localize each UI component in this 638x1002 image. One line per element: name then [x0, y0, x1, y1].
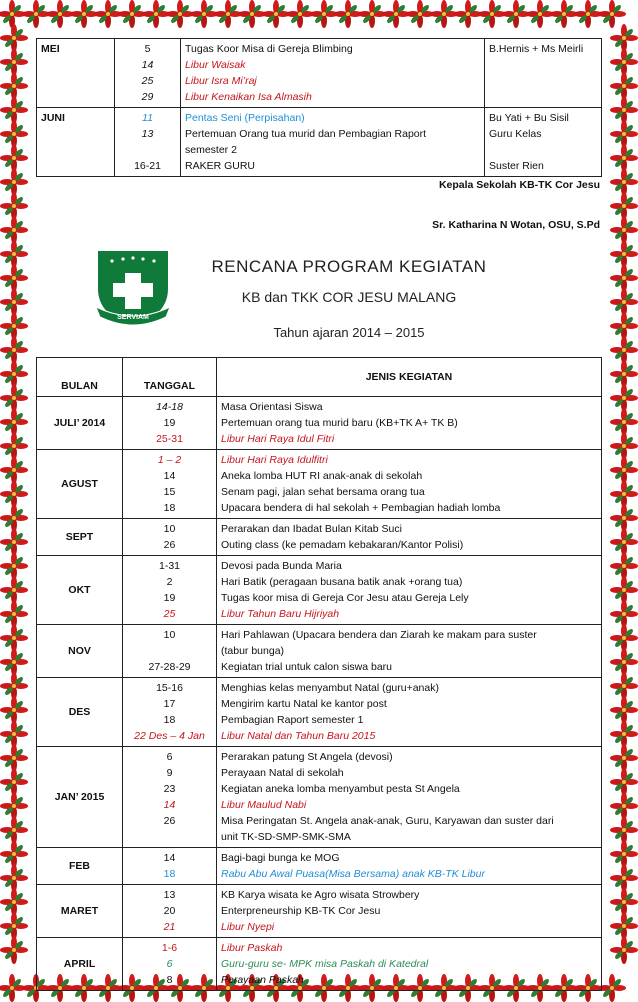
date-value: 16-21 — [134, 160, 161, 172]
activity-cell — [217, 450, 602, 519]
date-value: 17 — [163, 698, 176, 710]
activity-cell — [217, 519, 602, 556]
date-value: 10 — [163, 523, 176, 535]
month-cell: AGUST — [37, 450, 123, 519]
date-value: 15-16 — [156, 682, 183, 694]
activity-cell — [217, 938, 602, 991]
date-cell — [123, 450, 217, 519]
month-cell: JAN’ 2015 — [37, 747, 123, 848]
activity-item: Enterpreneurship KB-TK Cor Jesu — [221, 905, 381, 917]
date-value: 5 — [144, 43, 151, 55]
activity-cell — [181, 108, 485, 177]
activity-item: Pentas Seni (Perpisahan) — [185, 112, 305, 124]
activity-item: Libur Kenaikan Isa Almasih — [185, 91, 312, 103]
date-value: 14 — [163, 470, 176, 482]
date-cell — [115, 39, 181, 108]
logo-motto: SERVIAM — [117, 314, 149, 321]
date-cell — [123, 397, 217, 450]
month-cell: FEB — [37, 848, 123, 885]
activity-cell — [217, 625, 602, 678]
activity-item: Libur Paskah — [221, 942, 283, 954]
date-value: 6 — [166, 751, 173, 763]
table-row — [37, 848, 602, 885]
activity-item: Mengirim kartu Natal ke kantor post — [221, 698, 387, 710]
date-value: 25 — [141, 75, 154, 87]
activity-cell — [181, 39, 485, 108]
date-value: 13 — [141, 128, 154, 140]
person-in-charge — [489, 142, 597, 158]
person-in-charge: Bu Yati + Bu Sisil — [489, 112, 569, 124]
activity-item: Libur Tahun Baru Hijriyah — [221, 608, 340, 620]
date-value: 14 — [163, 852, 176, 864]
table-row — [37, 39, 602, 108]
activity-item: Outing class (ke pemadam kebakaran/Kantor Polisi) — [221, 539, 464, 551]
academic-year: Tahun ajaran 2014 – 2015 — [273, 325, 425, 340]
activity-item: Menghias kelas menyambut Natal (guru+anak) — [221, 682, 439, 694]
activity-item: Perayaan Natal di sekolah — [221, 767, 344, 779]
activity-item: Rabu Abu Awal Puasa(Misa Bersama) anak KB-TK Libur — [221, 868, 485, 880]
activity-cell — [217, 747, 602, 848]
date-value: 25-31 — [156, 433, 183, 445]
activity-cell — [217, 678, 602, 747]
activity-cell — [217, 848, 602, 885]
table-row — [37, 678, 602, 747]
person-in-charge-cell — [485, 39, 602, 108]
activity-item: unit TK-SD-SMP-SMK-SMA — [221, 831, 351, 843]
table-row — [37, 519, 602, 556]
date-value: 1-6 — [161, 942, 178, 954]
activity-item: (tabur bunga) — [221, 645, 285, 657]
activity-item: Aneka lomba HUT RI anak-anak di sekolah — [221, 470, 423, 482]
date-cell — [123, 885, 217, 938]
activity-item: Libur Natal dan Tahun Baru 2015 — [221, 730, 376, 742]
date-cell — [123, 519, 217, 556]
date-value: 1 – 2 — [157, 454, 182, 466]
activity-item: Devosi pada Bunda Maria — [221, 560, 342, 572]
date-value: 1-31 — [158, 560, 180, 572]
activity-item: Libur Hari Raya Idul Fitri — [221, 433, 335, 445]
date-value: 15 — [163, 486, 176, 498]
date-value: 6 — [166, 958, 173, 970]
date-value: 18 — [163, 502, 176, 514]
table-row — [37, 556, 602, 625]
date-value: 21 — [163, 921, 176, 933]
top-schedule-table — [36, 38, 602, 177]
month-cell: JUNI — [37, 108, 115, 177]
activity-cell — [217, 885, 602, 938]
person-in-charge: Guru Kelas — [489, 128, 542, 140]
month-cell: APRIL — [37, 938, 123, 991]
date-value: 2 — [166, 576, 173, 588]
activity-item: Misa Peringatan St. Angela anak-anak, Guru, Karyawan dan suster dari — [221, 815, 554, 827]
activity-cell — [217, 556, 602, 625]
activity-item: Tugas koor misa di Gereja Cor Jesu atau Gereja Lely — [221, 592, 469, 604]
person-in-charge-cell — [485, 108, 602, 177]
table-row — [37, 938, 602, 991]
activity-item: Libur Hari Raya Idulfitri — [221, 454, 328, 466]
activity-item: Tugas Koor Misa di Gereja Blimbing — [185, 43, 353, 55]
month-cell: OKT — [37, 556, 123, 625]
person-in-charge: B.Hernis + Ms Meirli — [489, 43, 584, 55]
document-header — [36, 237, 602, 357]
date-value: 23 — [163, 783, 176, 795]
activity-item: Libur Isra Mi’raj — [185, 75, 257, 87]
date-value: 14 — [141, 59, 154, 71]
activity-item: Hari Pahlawan (Upacara bendera dan Ziarah ke makam para suster — [221, 629, 537, 641]
signature-role: Kepala Sekolah KB-TK Cor Jesu — [438, 179, 600, 191]
date-value: 25 — [163, 608, 176, 620]
date-value: 22 Des – 4 Jan — [134, 730, 205, 742]
table-row — [37, 625, 602, 678]
date-value: 19 — [163, 592, 176, 604]
month-cell: SEPT — [37, 519, 123, 556]
activity-item: Masa Orientasi Siswa — [221, 401, 323, 413]
date-value: 9 — [166, 767, 173, 779]
date-value: 27-28-29 — [148, 661, 191, 673]
date-cell — [123, 747, 217, 848]
activity-item: Senam pagi, jalan sehat bersama orang tua — [221, 486, 425, 498]
date-value: 11 — [142, 112, 153, 124]
activity-cell — [217, 397, 602, 450]
date-value: 19 — [163, 417, 176, 429]
document-title: RENCANA PROGRAM KEGIATAN — [211, 257, 487, 276]
activity-item: Pertemuan Orang tua murid dan Pembagian Raport — [185, 128, 427, 140]
month-cell: MARET — [37, 885, 123, 938]
document-page — [36, 38, 602, 986]
header-jenis-kegiatan: JENIS KEGIATAN — [217, 358, 602, 397]
activity-item: Pembagian Raport semester 1 — [221, 714, 364, 726]
activity-item: Libur Waisak — [185, 59, 246, 71]
activity-item: Hari Batik (peragaan busana batik anak +orang tua) — [221, 576, 463, 588]
date-value: 14 — [163, 799, 176, 811]
activity-item: Bagi-bagi bunga ke MOG — [221, 852, 340, 864]
date-value — [127, 643, 212, 659]
date-value — [127, 829, 212, 845]
date-value: 13 — [163, 889, 176, 901]
month-cell: MEI — [37, 39, 115, 108]
month-cell: NOV — [37, 625, 123, 678]
activity-item: Perarakan patung St Angela (devosi) — [221, 751, 393, 763]
activity-item: Guru-guru se- MPK misa Paskah di Katedral — [221, 958, 429, 970]
date-value: 18 — [163, 714, 176, 726]
signature-name: Sr. Katharina N Wotan, OSU, S.Pd — [432, 219, 600, 231]
header-tanggal: TANGGAL — [123, 358, 217, 397]
header-bulan: BULAN — [37, 358, 123, 397]
date-cell — [123, 938, 217, 991]
date-value: 26 — [163, 539, 176, 551]
table-row — [37, 108, 602, 177]
date-cell — [115, 108, 181, 177]
activity-item: Upacara bendera di hal sekolah + Pembagian hadiah lomba — [221, 502, 501, 514]
activity-item: Libur Maulud Nabi — [221, 799, 307, 811]
date-cell — [123, 625, 217, 678]
activity-item: semester 2 — [185, 144, 237, 156]
school-name: KB dan TKK COR JESU MALANG — [241, 289, 457, 305]
activity-item: Kegiatan trial untuk calon siswa baru — [221, 661, 393, 673]
month-cell: DES — [37, 678, 123, 747]
activity-item: Perayaan Paskah — [221, 974, 304, 986]
date-value: 20 — [163, 905, 176, 917]
activity-item: Pertemuan orang tua murid baru (KB+TK A+ TK B) — [221, 417, 458, 429]
activity-item: Kegiatan aneka lomba menyambut pesta St Angela — [221, 783, 460, 795]
table-row — [37, 885, 602, 938]
table-row — [37, 450, 602, 519]
month-cell: JULI’ 2014 — [37, 397, 123, 450]
date-value: 8 — [166, 974, 173, 986]
date-value: 26 — [163, 815, 176, 827]
activity-item: RAKER GURU — [185, 160, 256, 172]
table-row — [37, 397, 602, 450]
date-value: 10 — [163, 629, 176, 641]
date-cell — [123, 848, 217, 885]
date-value — [119, 142, 176, 158]
program-schedule-table — [36, 357, 602, 991]
date-cell — [123, 556, 217, 625]
date-value: 29 — [141, 91, 154, 103]
activity-item: Perarakan dan Ibadat Bulan Kitab Suci — [221, 523, 402, 535]
table-row — [37, 747, 602, 848]
date-value: 14-18 — [156, 401, 183, 413]
person-in-charge: Suster Rien — [489, 160, 544, 172]
date-cell — [123, 678, 217, 747]
date-value: 18 — [163, 868, 176, 880]
activity-item: Libur Nyepi — [221, 921, 275, 933]
activity-item: KB Karya wisata ke Agro wisata Strowbery — [221, 889, 420, 901]
